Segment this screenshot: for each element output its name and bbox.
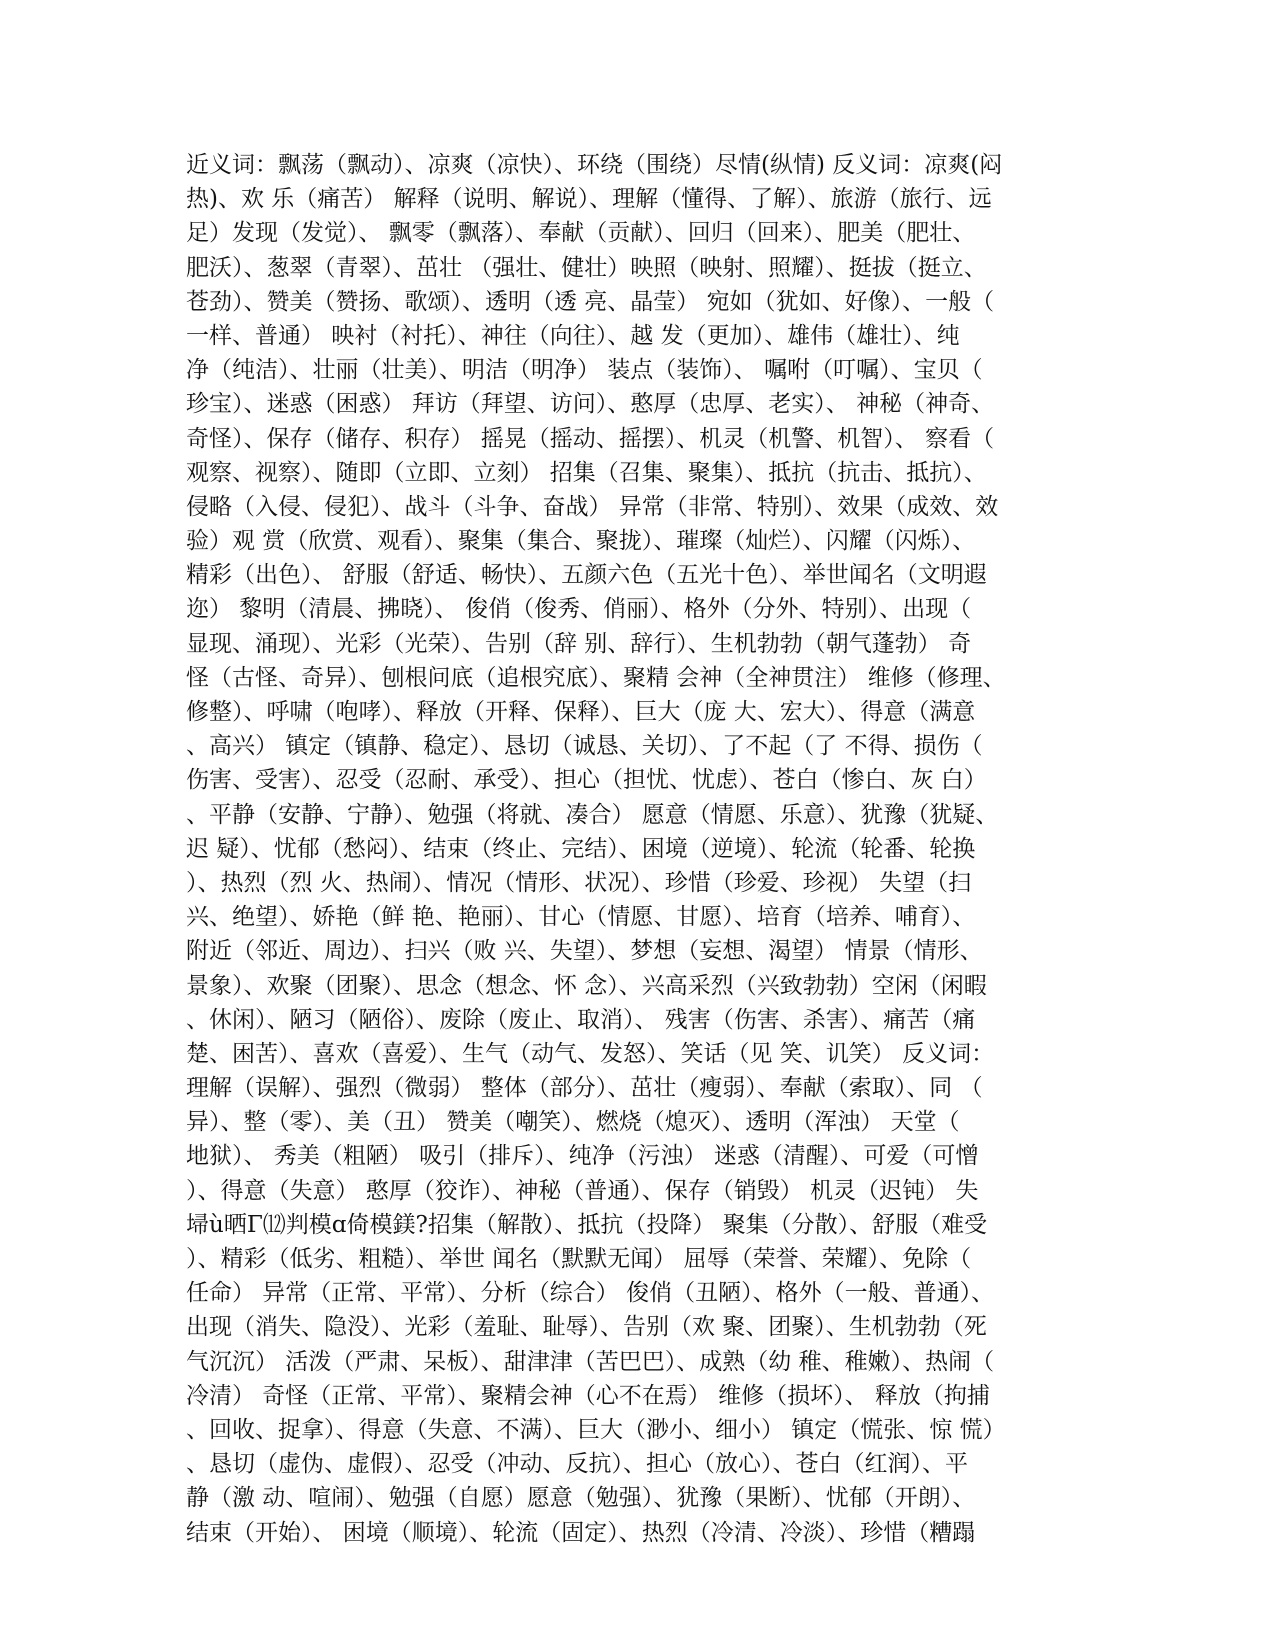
text-line: 验）观 赏（欣赏、观看）、聚集（集合、聚拢）、璀璨（灿烂）、闪耀（闪烁）、 [186, 528, 976, 555]
text-line: 观察、视察）、随即（立即、立刻） 招集（召集、聚集）、抵抗（抗击、抵抗）、 [186, 459, 987, 486]
text-line: 、恳切（虚伪、虚假）、忍受（冲动、反抗）、担心（放心）、苍白（红润）、平 [186, 1451, 968, 1478]
text-line: ）、热烈（烈 火、热闹）、情况（情形、状况）、珍惜（珍爱、珍视） 失望（扫 [186, 869, 972, 896]
text-line: 结束（开始）、 困境（顺境）、轮流（固定）、热烈（冷清、冷淡）、珍惜（糟蹋 [186, 1519, 976, 1546]
text-line: 气沉沉） 活泼（严肃、呆板）、甜津津（苦巴巴）、成熟（幼 稚、稚嫩）、热闹（ [186, 1348, 995, 1375]
text-line: 迩） 黎明（清晨、拂晓）、 俊俏（俊秀、俏丽）、格外（分外、特别）、出现（ [186, 596, 972, 623]
text-line: 、高兴） 镇定（镇静、稳定）、恳切（诚恳、关切）、了不起（了 不得、损伤（ [186, 733, 983, 760]
text-line: 近义词：飘荡（飘动）、凉爽（凉快）、环绕（围绕）尽情(纵情) 反义词：凉爽(闷 [186, 152, 1003, 178]
text-line: 埽ù晒Γ⑿判模ɑ倚模鎂?招集（解散）、抵抗（投降） 聚集（分散）、舒服（难受 [186, 1211, 988, 1238]
text-line: 异）、整（零）、美（丑） 赞美（嘲笑）、燃烧（熄灭）、透明（浑浊） 天堂（ [186, 1109, 960, 1136]
text-line: 兴、绝望）、娇艳（鲜 艳、艳丽）、甘心（情愿、甘愿）、培育（培养、哺育）、 [186, 904, 976, 931]
text-line: 热)、欢 乐（痛苦） 解释（说明、解说）、理解（懂得、了解）、旅游（旅行、远 [186, 186, 992, 213]
text-line: 楚、困苦）、喜欢（喜爱）、生气（动气、发怒）、笑话（见 笑、讥笑） 反义词： [186, 1040, 995, 1067]
text-line: 冷清） 奇怪（正常、平常）、聚精会神（心不在焉） 维修（损坏）、 释放（拘捕 [186, 1382, 990, 1409]
text-line: 迟 疑）、忧郁（愁闷）、结束（终止、完结）、困境（逆境）、轮流（轮番、轮换 [186, 835, 976, 862]
text-line: ）、得意（失意） 憨厚（狡诈）、神秘（普通）、保存（销毁） 机灵（迟钝） 失 [186, 1177, 979, 1204]
text-line: 任命） 异常（正常、平常）、分析（综合） 俊俏（丑陋）、格外（一般、普通）、 [186, 1280, 995, 1307]
text-line: 地狱）、 秀美（粗陋） 吸引（排斥）、纯净（污浊） 迷惑（清醒）、可爱（可憎 [186, 1143, 979, 1170]
text-line: 显现、涌现）、光彩（光荣）、告别（辞 别、辞行）、生机勃勃（朝气蓬勃） 奇 [186, 630, 972, 657]
text-line: 出现（消失、隐没）、光彩（羞耻、耻辱）、告别（欢 聚、团聚）、生机勃勃（死 [186, 1314, 987, 1341]
text-line: 奇怪）、保存（储存、积存） 摇晃（摇动、摇摆）、机灵（机警、机智）、 察看（ [186, 425, 995, 452]
text-line: 侵略（入侵、侵犯）、战斗（斗争、奋战） 异常（非常、特别）、效果（成效、效 [186, 493, 999, 520]
text-line: 、回收、捉拿）、得意（失意、不满）、巨大（渺小、细小） 镇定（慌张、惊 慌） [186, 1416, 1006, 1443]
text-line: 净（纯洁）、壮丽（壮美）、明洁（明净） 装点（装饰）、 嘱咐（叮嘱）、宝贝（ [186, 357, 983, 384]
text-line: 静（激 动、喧闹）、勉强（自愿）愿意（勉强）、犹豫（果断）、忧郁（开朗）、 [186, 1485, 976, 1512]
text-line: 苍劲）、赞美（赞扬、歌颂）、透明（透 亮、晶莹） 宛如（犹如、好像）、一般（ [186, 288, 995, 315]
text-line: 理解（误解）、强烈（微弱） 整体（部分）、茁壮（瘦弱）、奉献（索取）、同 （ [186, 1075, 983, 1102]
text-line: 精彩（出色）、 舒服（舒适、畅快）、五颜六色（五光十色）、举世闻名（文明遐 [186, 562, 987, 589]
text-line: 肥沃）、葱翠（青翠）、茁壮 （强壮、健壮）映照（映射、照耀）、挺拔（挺立、 [186, 254, 987, 281]
text-line: 、平静（安静、宁静）、勉强（将就、凑合） 愿意（情愿、乐意）、犹豫（犹疑、 [186, 801, 999, 828]
text-line: 珍宝）、迷惑（困惑） 拜访（拜望、访问）、憨厚（忠厚、老实）、 神秘（神奇、 [186, 391, 995, 418]
text-line: 一样、普通） 映衬（衬托）、神往（向往）、越 发（更加）、雄伟（雄壮）、纯 [186, 322, 960, 349]
text-line: 伤害、受害）、忍受（忍耐、承受）、担心（担忧、忧虑）、苍白（惨白、灰 白） [186, 767, 987, 794]
text-line: 、休闲）、陋习（陋俗）、废除（废止、取消）、 残害（伤害、杀害）、痛苦（痛 [186, 1006, 976, 1033]
text-line: 怪（古怪、奇异）、刨根问底（追根究底）、聚精 会神（全神贯注） 维修（修理、 [186, 664, 1006, 691]
synonym-antonym-text [186, 148, 1086, 1550]
text-line: ）、精彩（低劣、粗糙）、举世 闻名（默默无闻） 屈辱（荣誉、荣耀）、免除（ [186, 1246, 972, 1272]
text-line: 修整）、呼啸（咆哮）、释放（开释、保释）、巨大（庞 大、宏大）、得意（满意 [186, 699, 976, 725]
text-line: 景象）、欢聚（团聚）、思念（想念、怀 念）、兴高采烈（兴致勃勃）空闲（闲暇 [186, 972, 987, 999]
text-line: 足）发现（发觉）、 飘零（飘落）、奉献（贡献）、回归（回来）、肥美（肥壮、 [186, 220, 976, 247]
text-line: 附近（邻近、周边）、扫兴（败 兴、失望）、梦想（妄想、渴望） 情景（情形、 [186, 938, 983, 965]
